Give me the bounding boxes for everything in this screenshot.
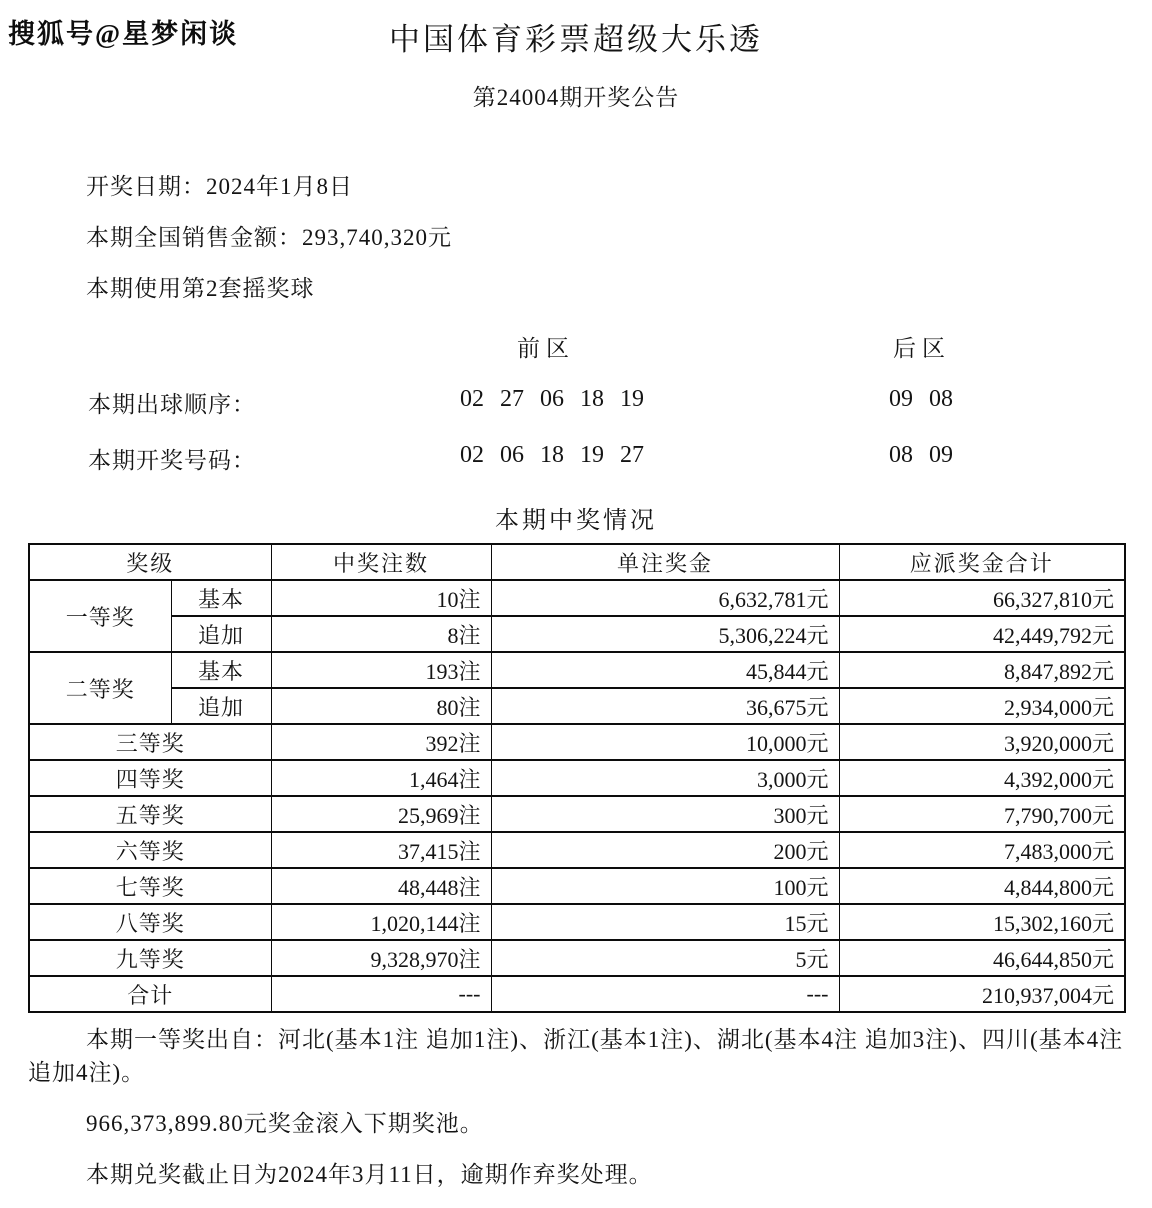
draw-order-row xyxy=(0,386,1152,418)
prize-level-cell: 七等奖 xyxy=(29,868,271,904)
draw-order-label: 本期出球顺序： xyxy=(88,392,256,417)
table-row xyxy=(29,688,1125,724)
prize-subtype-cell: 追加 xyxy=(171,688,271,724)
single-prize-cell: 300元 xyxy=(491,796,839,832)
total-prize-cell: 42,449,792元 xyxy=(839,616,1125,652)
sales-amount-line: 本期全国销售金额：293,740,320元 xyxy=(86,225,452,250)
header-cell-level: 奖级 xyxy=(29,544,271,580)
bet-count-cell: 37,415注 xyxy=(271,832,491,868)
table-row xyxy=(29,724,1125,760)
header-cell-count: 中奖注数 xyxy=(271,544,491,580)
prize-subtype-cell: 追加 xyxy=(171,616,271,652)
page-subtitle: 第24004期开奖公告 xyxy=(472,85,680,110)
total-prize-cell: 4,392,000元 xyxy=(839,760,1125,796)
total-prize-cell: 8,847,892元 xyxy=(839,652,1125,688)
winning-numbers-label: 本期开奖号码： xyxy=(88,448,256,473)
table-row xyxy=(29,868,1125,904)
prize-subtype-cell: 基本 xyxy=(171,652,271,688)
total-prize-cell: 7,790,700元 xyxy=(839,796,1125,832)
table-row xyxy=(29,652,1125,688)
total-prize-cell: 46,644,850元 xyxy=(839,940,1125,976)
single-prize-cell: --- xyxy=(491,976,839,1012)
prize-table xyxy=(28,543,1126,1013)
bet-count-cell: --- xyxy=(271,976,491,1012)
total-prize-cell: 3,920,000元 xyxy=(839,724,1125,760)
ball-set-line: 本期使用第2套摇奖球 xyxy=(86,276,315,301)
header-cell-single-prize: 单注奖金 xyxy=(491,544,839,580)
total-prize-cell: 66,327,810元 xyxy=(839,580,1125,616)
bet-count-cell: 392注 xyxy=(271,724,491,760)
bet-count-cell: 25,969注 xyxy=(271,796,491,832)
front-zone-label: 前区 xyxy=(517,336,575,361)
prize-table-title: 本期中奖情况 xyxy=(495,508,657,534)
prize-level-cell: 五等奖 xyxy=(29,796,271,832)
prize-level-cell: 三等奖 xyxy=(29,724,271,760)
single-prize-cell: 200元 xyxy=(491,832,839,868)
single-prize-cell: 6,632,781元 xyxy=(491,580,839,616)
single-prize-cell: 5元 xyxy=(491,940,839,976)
bet-count-cell: 8注 xyxy=(271,616,491,652)
single-prize-cell: 10,000元 xyxy=(491,724,839,760)
total-prize-cell: 210,937,004元 xyxy=(839,976,1125,1012)
watermark: 搜狐号@星梦闲谈 xyxy=(8,19,239,49)
winning-back-numbers: 08 09 xyxy=(889,442,953,468)
prize-level-cell: 九等奖 xyxy=(29,940,271,976)
bet-count-cell: 9,328,970注 xyxy=(271,940,491,976)
total-prize-cell: 7,483,000元 xyxy=(839,832,1125,868)
bet-count-cell: 1,464注 xyxy=(271,760,491,796)
single-prize-cell: 15元 xyxy=(491,904,839,940)
table-row xyxy=(29,832,1125,868)
table-header-row xyxy=(29,544,1125,580)
table-row xyxy=(29,760,1125,796)
draw-date-line: 开奖日期：2024年1月8日 xyxy=(86,174,353,199)
table-row xyxy=(29,796,1125,832)
bet-count-cell: 193注 xyxy=(271,652,491,688)
bet-count-cell: 10注 xyxy=(271,580,491,616)
single-prize-cell: 36,675元 xyxy=(491,688,839,724)
prize-level-cell: 六等奖 xyxy=(29,832,271,868)
table-row xyxy=(29,580,1125,616)
single-prize-cell: 100元 xyxy=(491,868,839,904)
bet-count-cell: 1,020,144注 xyxy=(271,904,491,940)
bet-count-cell: 80注 xyxy=(271,688,491,724)
rollover-note: 966,373,899.80元奖金滚入下期奖池。 xyxy=(86,1111,484,1136)
single-prize-cell: 45,844元 xyxy=(491,652,839,688)
deadline-note: 本期兑奖截止日为2024年3月11日，逾期作弃奖处理。 xyxy=(86,1162,653,1187)
total-prize-cell: 4,844,800元 xyxy=(839,868,1125,904)
first-prize-provinces-note: 本期一等奖出自：河北(基本1注 追加1注)、浙江(基本1注)、湖北(基本4注 追加3注)、四川(基本4注 追加4注)。 xyxy=(28,1027,1124,1085)
header-cell-total-prize: 应派奖金合计 xyxy=(839,544,1125,580)
bet-count-cell: 48,448注 xyxy=(271,868,491,904)
single-prize-cell: 3,000元 xyxy=(491,760,839,796)
prize-level-cell: 一等奖 xyxy=(29,580,171,652)
winning-front-numbers: 02 06 18 19 27 xyxy=(460,442,644,468)
prize-subtype-cell: 基本 xyxy=(171,580,271,616)
back-zone-label: 后区 xyxy=(893,336,951,361)
table-row xyxy=(29,940,1125,976)
draw-order-front-numbers: 02 27 06 18 19 xyxy=(460,386,644,412)
prize-level-cell: 八等奖 xyxy=(29,904,271,940)
draw-order-back-numbers: 09 08 xyxy=(889,386,953,412)
table-row-total xyxy=(29,976,1125,1012)
draw-info-block xyxy=(86,172,1152,304)
zone-header-row xyxy=(0,330,1152,362)
table-row xyxy=(29,616,1125,652)
prize-level-cell: 合计 xyxy=(29,976,271,1012)
page-title: 中国体育彩票超级大乐透 xyxy=(389,22,763,57)
prize-level-cell: 四等奖 xyxy=(29,760,271,796)
prize-level-cell: 二等奖 xyxy=(29,652,171,724)
table-row xyxy=(29,904,1125,940)
footer-notes xyxy=(28,1023,1124,1191)
winning-numbers-row xyxy=(0,442,1152,474)
total-prize-cell: 2,934,000元 xyxy=(839,688,1125,724)
single-prize-cell: 5,306,224元 xyxy=(491,616,839,652)
total-prize-cell: 15,302,160元 xyxy=(839,904,1125,940)
